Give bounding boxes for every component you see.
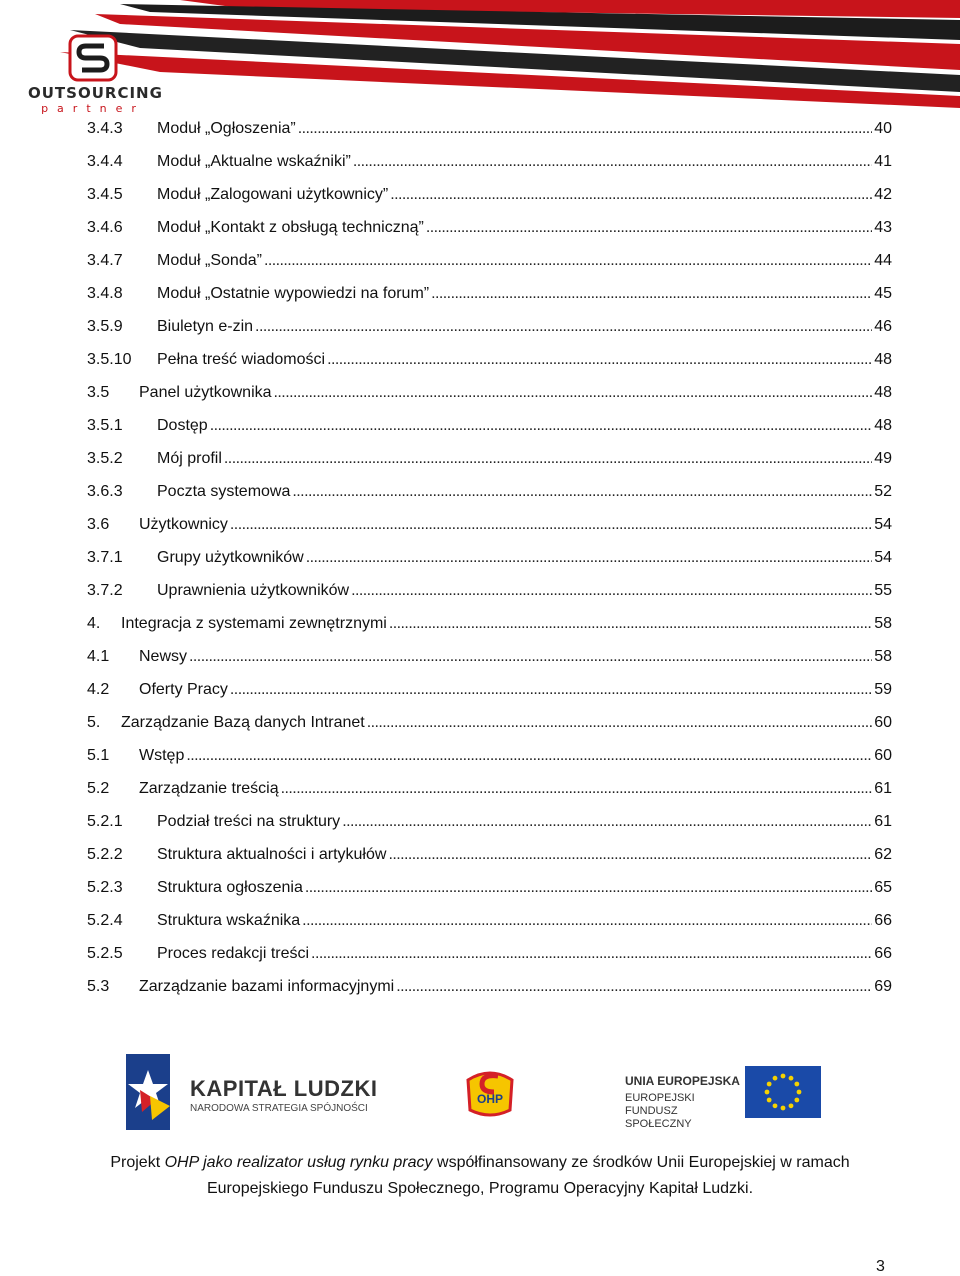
footer-line-2: Europejskiego Funduszu Społecznego, Programu Operacyjny Kapitał Ludzki. <box>206 1180 754 1197</box>
toc-entry[interactable] <box>87 775 892 808</box>
toc-number: 3.6 <box>87 516 110 533</box>
eu-star <box>797 1090 802 1095</box>
toc-number: 3.4.4 <box>87 153 123 170</box>
toc-title: Oferty Pracy <box>139 681 228 698</box>
toc-page-number: 45 <box>874 285 892 302</box>
toc-entry[interactable] <box>87 841 892 874</box>
toc-entry[interactable] <box>87 478 892 511</box>
toc-page-number: 48 <box>874 351 892 368</box>
toc-entry[interactable] <box>87 445 892 478</box>
toc-number: 3.5.9 <box>87 318 123 335</box>
footer-logos <box>120 1050 830 1140</box>
toc-page-number: 59 <box>874 681 892 698</box>
footer-line-1: Projekt OHP jako realizator usług rynku pracy współfinansowany ze środków Unii Europejskiej w ramach <box>110 1154 850 1171</box>
toc-entry[interactable] <box>87 148 892 181</box>
toc-entry[interactable] <box>87 907 892 940</box>
toc-number: 5.2.2 <box>87 846 123 863</box>
toc-leader-dots <box>186 742 872 769</box>
toc-entry[interactable] <box>87 577 892 610</box>
toc-number: 3.4.5 <box>87 186 123 203</box>
eu-star <box>773 1103 778 1108</box>
outsourcing-partner-logo <box>28 30 163 118</box>
toc-leader-dots <box>390 181 872 208</box>
toc-page-number: 55 <box>874 582 892 599</box>
page-number: 3 <box>876 1258 885 1275</box>
toc-entry[interactable] <box>87 808 892 841</box>
toc-title: Moduł „Kontakt z obsługą techniczną” <box>157 219 424 236</box>
toc-leader-dots <box>353 148 872 175</box>
toc-entry[interactable] <box>87 874 892 907</box>
toc-number: 4.1 <box>87 648 110 665</box>
toc-number: 3.4.6 <box>87 219 123 236</box>
toc-page-number: 48 <box>874 417 892 434</box>
toc-number: 5.2 <box>87 780 110 797</box>
toc-leader-dots <box>298 115 872 142</box>
toc-number: 5.3 <box>87 978 110 995</box>
toc-title: Dostęp <box>157 417 208 434</box>
toc-title: Newsy <box>139 648 188 665</box>
toc-leader-dots <box>388 841 872 868</box>
toc-entry[interactable] <box>87 643 892 676</box>
toc-page-number: 48 <box>874 384 892 401</box>
toc-page-number: 61 <box>874 813 892 830</box>
ohp-logo <box>460 1062 520 1122</box>
toc-leader-dots <box>389 610 872 637</box>
eu-star <box>767 1082 772 1087</box>
eu-star <box>765 1090 770 1095</box>
kapital-ludzki-subtitle: NARODOWA STRATEGIA SPÓJNOŚCI <box>190 1103 368 1114</box>
toc-title: Wstęp <box>139 747 185 764</box>
toc-title: Użytkownicy <box>139 516 228 533</box>
eu-star <box>781 1106 786 1111</box>
toc-leader-dots <box>224 445 872 472</box>
toc-page-number: 40 <box>874 120 892 137</box>
eu-star <box>794 1082 799 1087</box>
toc-leader-dots <box>367 709 873 736</box>
toc-number: 3.5.2 <box>87 450 123 467</box>
toc-title: Moduł „Zalogowani użytkownicy” <box>157 186 389 203</box>
toc-number: 5. <box>87 714 101 731</box>
kapital-ludzki-emblem-icon <box>120 1050 184 1134</box>
toc-entry[interactable] <box>87 676 892 709</box>
toc-leader-dots <box>351 577 872 604</box>
toc-page-number: 46 <box>874 318 892 335</box>
toc-page-number: 49 <box>874 450 892 467</box>
toc-page-number: 41 <box>874 153 892 170</box>
toc-title: Moduł „Ostatnie wypowiedzi na forum” <box>157 285 430 302</box>
toc-title: Zarządzanie bazami informacyjnymi <box>139 978 395 995</box>
toc-leader-dots <box>274 379 873 406</box>
kapital-ludzki-logo <box>120 1050 380 1140</box>
toc-leader-dots <box>306 544 872 571</box>
toc-title: Struktura aktualności i artykułów <box>157 846 387 863</box>
toc-page-number: 60 <box>874 714 892 731</box>
toc-page-number: 69 <box>874 978 892 995</box>
toc-title: Zarządzanie treścią <box>139 780 279 797</box>
logo-wordmark: OUTSOURCING <box>28 84 163 102</box>
toc-number: 4.2 <box>87 681 110 698</box>
toc-leader-dots <box>396 973 872 1000</box>
toc-page-number: 54 <box>874 516 892 533</box>
toc-title: Integracja z systemami zewnętrznymi <box>121 615 387 632</box>
toc-title: Biuletyn e-zin <box>157 318 254 335</box>
toc-number: 3.5.1 <box>87 417 123 434</box>
toc-entry[interactable] <box>87 115 892 148</box>
toc-entry[interactable] <box>87 511 892 544</box>
toc-page-number: 58 <box>874 615 892 632</box>
eu-subtitle: EUROPEJSKI FUNDUSZ SPOŁECZNY <box>625 1092 695 1130</box>
toc-leader-dots <box>302 907 872 934</box>
toc-number: 5.2.1 <box>87 813 123 830</box>
toc-title: Podział treści na struktury <box>157 813 341 830</box>
ohp-label: OHP <box>476 1092 503 1106</box>
toc-title: Struktura wskaźnika <box>157 912 301 929</box>
eu-star <box>789 1076 794 1081</box>
kapital-ludzki-title: KAPITAŁ LUDZKI <box>190 1076 378 1101</box>
eu-star <box>781 1074 786 1079</box>
toc-title: Mój profil <box>157 450 222 467</box>
toc-number: 3.5.10 <box>87 351 132 368</box>
toc-leader-dots <box>264 247 872 274</box>
eu-flag-icon <box>745 1066 821 1118</box>
toc-page-number: 61 <box>874 780 892 797</box>
toc-entry[interactable] <box>87 940 892 973</box>
eu-star <box>794 1098 799 1103</box>
toc-page-number: 65 <box>874 879 892 896</box>
toc-title: Grupy użytkowników <box>157 549 304 566</box>
toc-entry[interactable] <box>87 709 892 742</box>
table-of-contents <box>87 115 892 1006</box>
toc-title: Proces redakcji treści <box>157 945 310 962</box>
toc-title: Uprawnienia użytkowników <box>157 582 350 599</box>
toc-title: Poczta systemowa <box>157 483 291 500</box>
toc-page-number: 42 <box>874 186 892 203</box>
toc-leader-dots <box>230 511 872 538</box>
toc-number: 3.6.3 <box>87 483 123 500</box>
toc-leader-dots <box>292 478 872 505</box>
eu-star <box>767 1098 772 1103</box>
toc-title: Zarządzanie Bazą danych Intranet <box>121 714 365 731</box>
logo-tagline: partner <box>41 102 145 115</box>
toc-page-number: 58 <box>874 648 892 665</box>
toc-leader-dots <box>230 676 872 703</box>
toc-title: Struktura ogłoszenia <box>157 879 303 896</box>
toc-title: Moduł „Ogłoszenia” <box>157 120 296 137</box>
toc-entry[interactable] <box>87 973 892 1006</box>
toc-number: 5.2.3 <box>87 879 123 896</box>
toc-number: 3.5 <box>87 384 110 401</box>
eu-star <box>773 1076 778 1081</box>
toc-leader-dots <box>431 280 872 307</box>
toc-page-number: 60 <box>874 747 892 764</box>
toc-page-number: 44 <box>874 252 892 269</box>
toc-number: 3.7.2 <box>87 582 123 599</box>
toc-entry[interactable] <box>87 214 892 247</box>
toc-leader-dots <box>327 346 872 373</box>
toc-page-number: 66 <box>874 945 892 962</box>
toc-leader-dots <box>426 214 872 241</box>
toc-entry[interactable] <box>87 742 892 775</box>
toc-page-number: 43 <box>874 219 892 236</box>
toc-entry[interactable] <box>87 346 892 379</box>
eu-logo <box>625 1066 830 1130</box>
eu-star <box>789 1103 794 1108</box>
toc-leader-dots <box>189 643 872 670</box>
toc-title: Panel użytkownika <box>139 384 272 401</box>
toc-leader-dots <box>305 874 872 901</box>
toc-entry[interactable] <box>87 379 892 412</box>
toc-leader-dots <box>342 808 872 835</box>
eu-title: UNIA EUROPEJSKA <box>625 1074 740 1088</box>
toc-number: 5.2.5 <box>87 945 123 962</box>
toc-number: 5.1 <box>87 747 110 764</box>
toc-leader-dots <box>281 775 873 802</box>
toc-entry[interactable] <box>87 247 892 280</box>
toc-entry[interactable] <box>87 313 892 346</box>
toc-entry[interactable] <box>87 610 892 643</box>
logo-mark-icon <box>68 34 118 82</box>
toc-number: 3.4.3 <box>87 120 123 137</box>
toc-title: Moduł „Sonda” <box>157 252 262 269</box>
toc-number: 4. <box>87 615 101 632</box>
footer-project-text <box>0 1150 960 1202</box>
toc-entry[interactable] <box>87 412 892 445</box>
toc-leader-dots <box>255 313 872 340</box>
toc-page-number: 52 <box>874 483 892 500</box>
toc-number: 3.7.1 <box>87 549 123 566</box>
toc-number: 3.4.7 <box>87 252 123 269</box>
toc-title: Moduł „Aktualne wskaźniki” <box>157 153 351 170</box>
toc-leader-dots <box>311 940 872 967</box>
toc-entry[interactable] <box>87 280 892 313</box>
toc-title: Pełna treść wiadomości <box>157 351 326 368</box>
toc-number: 5.2.4 <box>87 912 123 929</box>
toc-page-number: 66 <box>874 912 892 929</box>
toc-leader-dots <box>210 412 873 439</box>
toc-number: 3.4.8 <box>87 285 123 302</box>
toc-entry[interactable] <box>87 544 892 577</box>
toc-page-number: 62 <box>874 846 892 863</box>
toc-page-number: 54 <box>874 549 892 566</box>
toc-entry[interactable] <box>87 181 892 214</box>
